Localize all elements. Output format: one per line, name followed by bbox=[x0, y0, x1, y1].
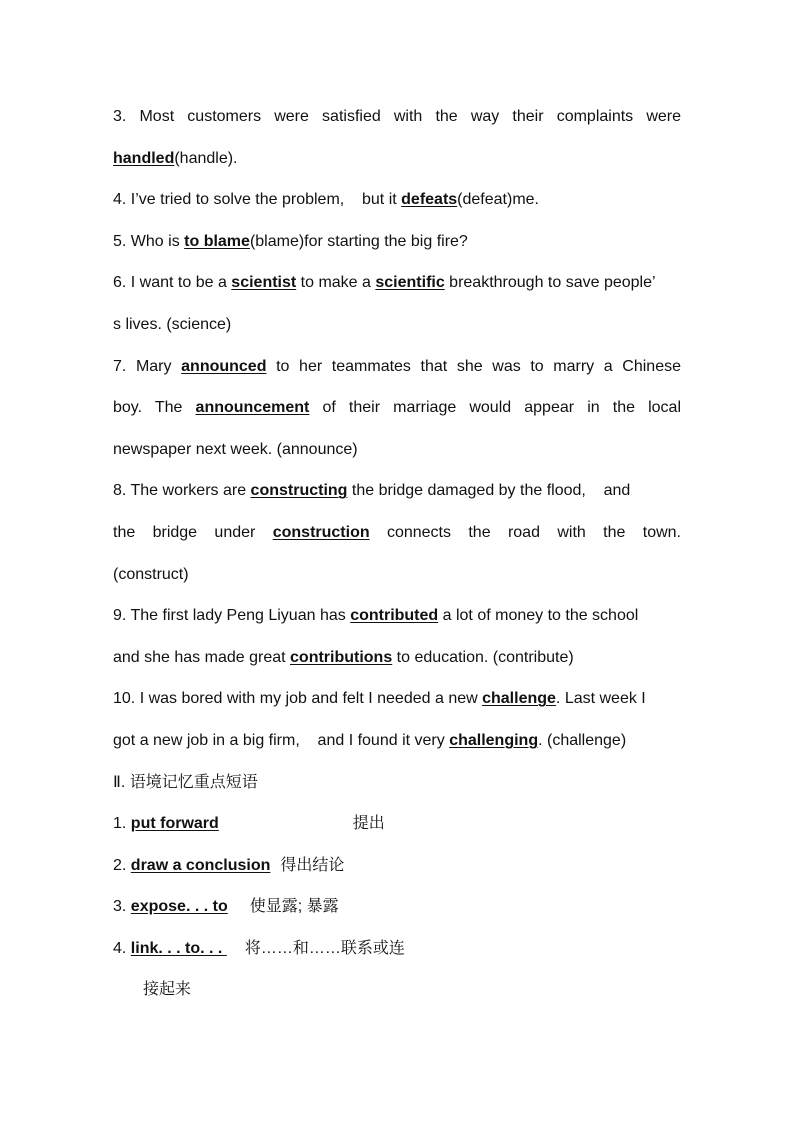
item-8-mid: the bridge damaged by the flood, and bbox=[347, 482, 631, 500]
phrase-answer: draw a conclusion bbox=[130, 856, 271, 874]
item-6-hint: s lives. (science) bbox=[113, 315, 232, 333]
item-8-l2-pre: the bridge under bbox=[113, 523, 273, 541]
item-5-answer: to blame bbox=[184, 232, 250, 250]
item-9-mid: a lot of money to the school bbox=[438, 607, 639, 625]
item-4-line bbox=[113, 179, 681, 221]
item-6-line-1 bbox=[113, 262, 681, 304]
item-8-line-1 bbox=[113, 470, 681, 512]
phrase-number: 3. bbox=[113, 898, 131, 916]
item-4-answer: defeats bbox=[401, 191, 458, 209]
item-7-pre: 7. Mary bbox=[113, 357, 182, 375]
phrase-meaning: 得出结论 bbox=[280, 856, 345, 874]
phrase-meaning: 使显露; 暴露 bbox=[249, 898, 339, 916]
item-10-answer-2: challenging bbox=[449, 731, 539, 749]
item-8-l2-post: connects the road with the town. bbox=[369, 523, 681, 541]
item-6-line-2 bbox=[113, 304, 681, 346]
item-6-answer-2: scientific bbox=[375, 274, 445, 292]
item-3-answer: handled bbox=[113, 149, 175, 167]
item-9-answer-2: contributions bbox=[290, 648, 393, 666]
item-7-line-3 bbox=[113, 429, 681, 471]
item-6-answer-1: scientist bbox=[231, 274, 297, 292]
phrase-row bbox=[113, 886, 681, 928]
item-7-l2-pre: boy. The bbox=[113, 399, 196, 417]
item-6-post: breakthrough to save people’ bbox=[444, 274, 656, 292]
phrase-meaning: 将……和……联系或连 bbox=[244, 939, 405, 957]
section-2-heading bbox=[113, 762, 681, 804]
item-10-l2-pre: got a new job in a big firm, and I found it very bbox=[113, 731, 450, 749]
item-8-hint: (construct) bbox=[113, 565, 189, 583]
item-8-answer-1: constructing bbox=[250, 482, 348, 500]
item-10-answer-1: challenge bbox=[482, 690, 556, 708]
item-6-mid: to make a bbox=[296, 274, 376, 292]
item-7-hint: newspaper next week. (announce) bbox=[113, 440, 358, 458]
item-9-pre: 9. The first lady Peng Liyuan has bbox=[113, 607, 351, 625]
item-10-line-2 bbox=[113, 720, 681, 762]
item-10-l2-post: . (challenge) bbox=[538, 731, 627, 749]
item-7-line-2 bbox=[113, 387, 681, 429]
item-8-line-3 bbox=[113, 554, 681, 596]
item-7-mid: to her teammates that she was to marry a Chinese bbox=[266, 357, 682, 375]
phrase-row bbox=[113, 803, 681, 845]
phrase-number: 4. bbox=[113, 939, 131, 957]
item-4-post: (defeat)me. bbox=[457, 191, 539, 209]
phrase-row bbox=[113, 845, 681, 887]
item-10-pre: 10. I was bored with my job and felt I needed a new bbox=[113, 690, 483, 708]
item-7-answer-1: announced bbox=[181, 357, 267, 375]
exercise-page bbox=[113, 96, 681, 1011]
item-9-answer-1: contributed bbox=[350, 607, 439, 625]
item-3-line-2 bbox=[113, 138, 681, 180]
item-6-pre: 6. I want to be a bbox=[113, 274, 232, 292]
phrase-number: 1. bbox=[113, 815, 131, 833]
item-10-line-1 bbox=[113, 678, 681, 720]
item-9-line-1 bbox=[113, 595, 681, 637]
item-8-pre: 8. The workers are bbox=[113, 482, 251, 500]
phrase-meaning: 提出 bbox=[352, 815, 385, 833]
phrase-meaning-continued: 接起来 bbox=[143, 981, 192, 999]
item-8-line-2 bbox=[113, 512, 681, 554]
item-5-pre: 5. Who is bbox=[113, 232, 185, 250]
phrase-row bbox=[113, 928, 681, 970]
phrase-answer: link. . . to. . . bbox=[130, 939, 227, 957]
item-7-line-1 bbox=[113, 346, 681, 388]
item-5-post: (blame)for starting the big fire? bbox=[249, 232, 468, 250]
phrase-answer: expose. . . to bbox=[130, 898, 228, 916]
item-5-line bbox=[113, 221, 681, 263]
item-9-l2-pre: and she has made great bbox=[113, 648, 291, 666]
item-9-line-2 bbox=[113, 637, 681, 679]
item-10-mid: . Last week I bbox=[555, 690, 646, 708]
phrase-continuation bbox=[113, 969, 681, 1011]
item-3-text: 3. Most customers were satisfied with the way their complaints were bbox=[113, 108, 681, 125]
item-8-answer-2: construction bbox=[272, 523, 370, 541]
item-7-answer-2: announcement bbox=[195, 399, 310, 417]
item-4-pre: 4. I’ve tried to solve the problem, but it bbox=[113, 191, 402, 209]
item-7-l2-post: of their marriage would appear in the local bbox=[309, 399, 681, 417]
item-3-line-1 bbox=[113, 96, 681, 138]
item-9-l2-post: to education. (contribute) bbox=[392, 648, 574, 666]
phrase-number: 2. bbox=[113, 856, 131, 874]
phrase-answer: put forward bbox=[130, 815, 219, 833]
section-2-title: Ⅱ. 语境记忆重点短语 bbox=[113, 773, 258, 791]
item-3-hint: (handle). bbox=[174, 149, 238, 167]
